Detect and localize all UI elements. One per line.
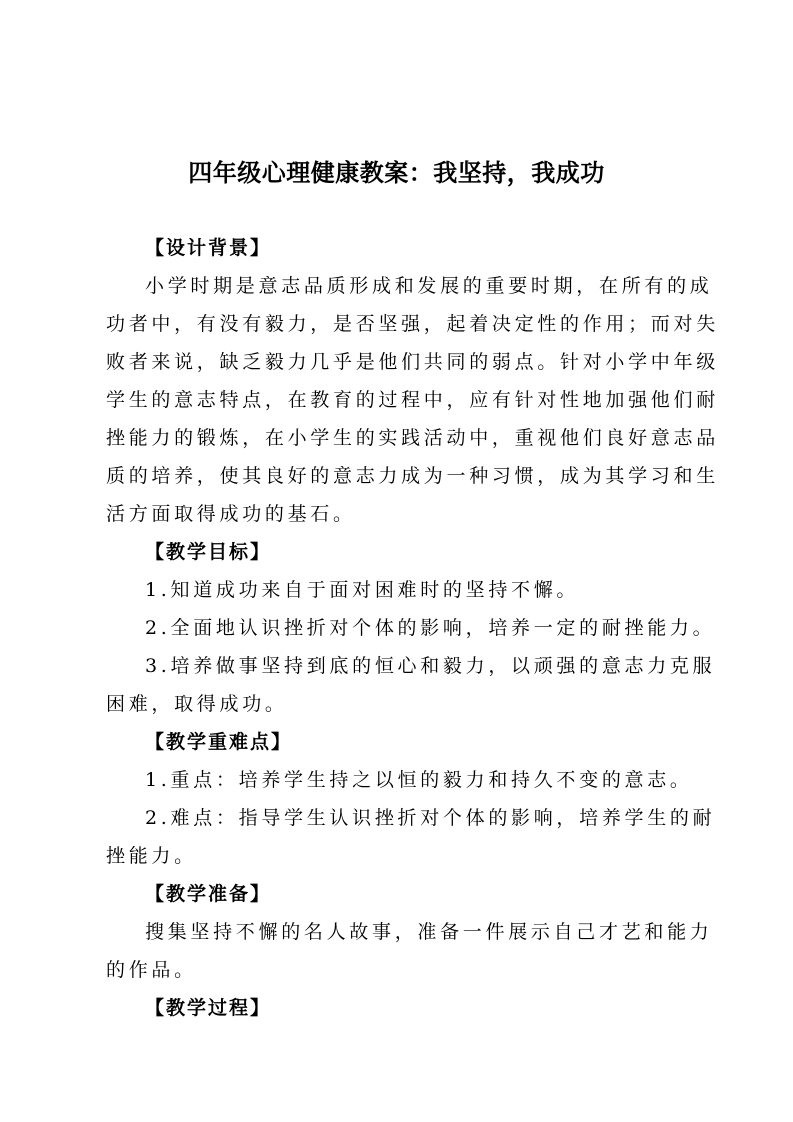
paragraph-line: 功者中，有没有毅力，是否坚强，起着决定性的作用；而对失 [106,313,719,335]
document-title: 四年级心理健康教案：我坚持，我成功 [188,159,605,187]
paragraph-line: 的作品。 [106,959,197,981]
paragraph-line: 小学时期是意志品质形成和发展的重要时期，在所有的成 [145,275,713,297]
paragraph-line: 败者来说，缺乏毅力几乎是他们共同的弱点。针对小学中年级 [106,351,719,373]
key-point-item-2: 2.难点：指导学生认识挫折对个体的影响，培养学生的耐 [145,807,716,829]
section-heading-key-points: 【教学重难点】 [145,731,293,753]
section-heading-design-background: 【设计背景】 [145,237,272,259]
paragraph-line: 活方面取得成功的基石。 [106,503,356,525]
goal-item-3: 3.培养做事坚持到底的恒心和毅力，以顽强的意志力克服 [145,655,716,677]
section-heading-teaching-process: 【教学过程】 [145,997,272,1019]
paragraph-line: 质的培养，使其良好的意志力成为一种习惯，成为其学习和生 [106,465,719,487]
key-point-item-1: 1.重点：培养学生持之以恒的毅力和持久不变的意志。 [145,769,693,791]
key-point-item-2-continued: 挫能力。 [106,845,197,867]
paragraph-line: 搜集坚持不懈的名人故事，准备一件展示自己才艺和能力 [145,921,713,943]
paragraph-line: 学生的意志特点，在教育的过程中，应有针对性地加强他们耐 [106,389,719,411]
goal-item-1: 1.知道成功来自于面对困难时的坚持不懈。 [145,579,580,601]
goal-item-3-continued: 困难，取得成功。 [106,693,288,715]
section-heading-teaching-goals: 【教学目标】 [145,541,272,563]
goal-item-2: 2.全面地认识挫折对个体的影响，培养一定的耐挫能力。 [145,617,716,639]
section-heading-preparation: 【教学准备】 [145,883,272,905]
paragraph-line: 挫能力的锻炼，在小学生的实践活动中，重视他们良好意志品 [106,427,719,449]
